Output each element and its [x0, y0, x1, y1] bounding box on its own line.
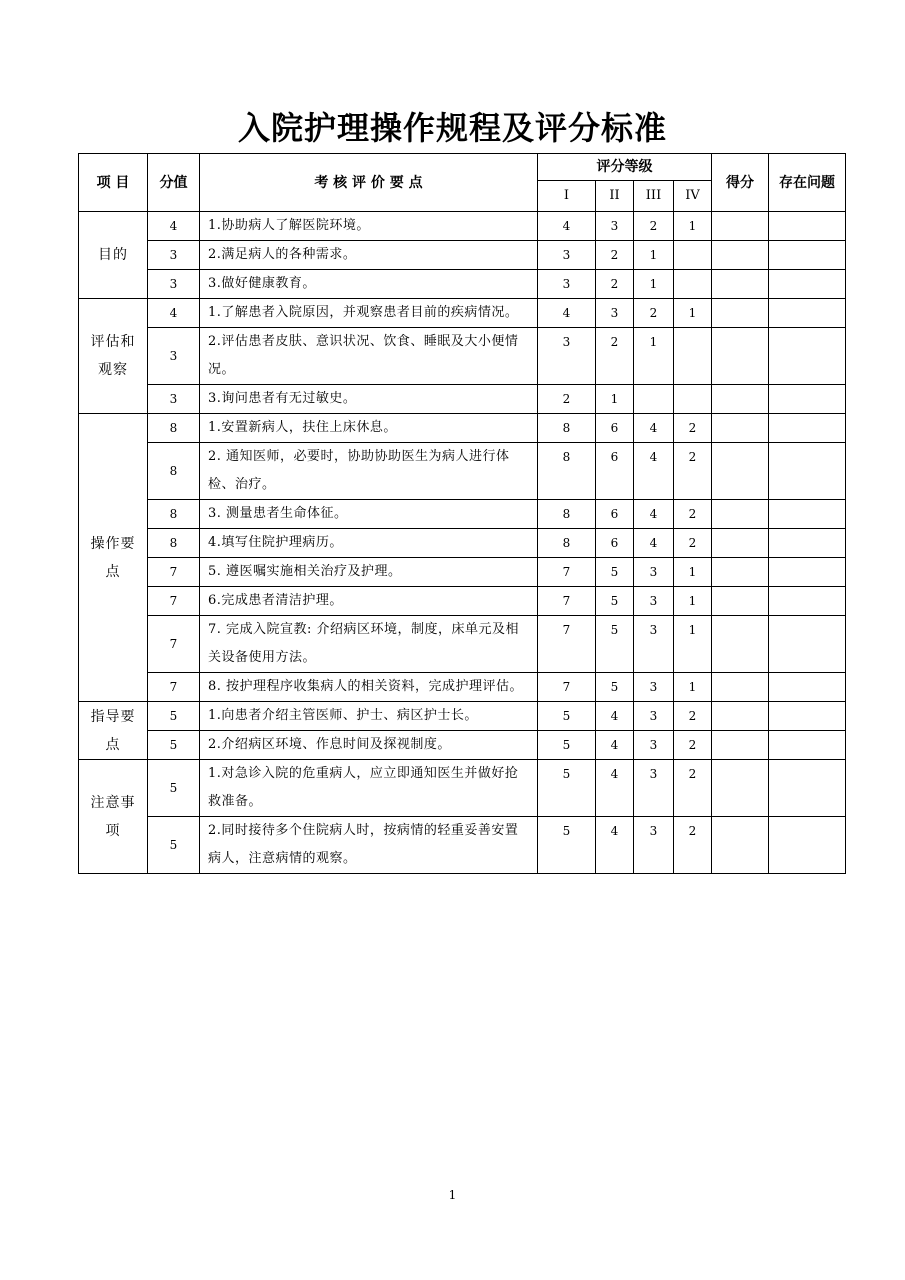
header-issues: 存在问题	[769, 154, 846, 212]
row-earned-input[interactable]	[712, 443, 769, 500]
row-criterion: 1.对急诊入院的危重病人，应立即通知医生并做好抢救准备。	[200, 760, 538, 817]
row-earned-input[interactable]	[712, 212, 769, 241]
row-grade-2: 2	[596, 270, 634, 299]
row-grade-2: 3	[596, 212, 634, 241]
table-row	[79, 529, 846, 558]
row-criterion: 1.向患者介绍主管医师、护士、病区护士长。	[200, 702, 538, 731]
row-grade-4	[674, 270, 712, 299]
table-row	[79, 760, 846, 817]
row-grade-4: 1	[674, 616, 712, 673]
section-name: 指导要点	[79, 702, 148, 760]
table-row	[79, 558, 846, 587]
row-grade-2: 5	[596, 587, 634, 616]
row-grade-2: 6	[596, 443, 634, 500]
row-score: 7	[148, 587, 200, 616]
row-grade-3: 1	[634, 241, 674, 270]
row-score: 3	[148, 270, 200, 299]
table-row	[79, 702, 846, 731]
table-row	[79, 328, 846, 385]
row-issues-input[interactable]	[769, 385, 846, 414]
row-grade-3: 3	[634, 817, 674, 874]
row-earned-input[interactable]	[712, 241, 769, 270]
row-earned-input[interactable]	[712, 500, 769, 529]
row-grade-3: 4	[634, 414, 674, 443]
row-criterion: 4.填写住院护理病历。	[200, 529, 538, 558]
row-grade-4: 2	[674, 731, 712, 760]
row-criterion: 3.询问患者有无过敏史。	[200, 385, 538, 414]
section-name: 操作要点	[79, 414, 148, 702]
row-grade-1: 7	[538, 673, 596, 702]
header-grade-2: II	[596, 181, 634, 212]
row-earned-input[interactable]	[712, 587, 769, 616]
row-score: 5	[148, 731, 200, 760]
row-grade-2: 4	[596, 817, 634, 874]
row-criterion: 5. 遵医嘱实施相关治疗及护理。	[200, 558, 538, 587]
row-grade-1: 4	[538, 299, 596, 328]
row-grade-2: 4	[596, 731, 634, 760]
row-grade-1: 5	[538, 760, 596, 817]
row-grade-1: 7	[538, 587, 596, 616]
header-earned: 得分	[712, 154, 769, 212]
table-row	[79, 616, 846, 673]
row-grade-4: 2	[674, 500, 712, 529]
row-grade-4: 2	[674, 760, 712, 817]
row-score: 8	[148, 414, 200, 443]
row-criterion: 7. 完成入院宣教: 介绍病区环境，制度，床单元及相关设备使用方法。	[200, 616, 538, 673]
row-grade-2: 1	[596, 385, 634, 414]
table-header	[79, 154, 846, 212]
row-grade-2: 5	[596, 558, 634, 587]
row-issues-input[interactable]	[769, 299, 846, 328]
row-grade-4: 2	[674, 443, 712, 500]
row-score: 5	[148, 702, 200, 731]
document-title: 入院护理操作规程及评分标准	[237, 109, 667, 147]
row-grade-1: 2	[538, 385, 596, 414]
row-issues-input[interactable]	[769, 270, 846, 299]
row-grade-2: 5	[596, 673, 634, 702]
row-grade-3: 4	[634, 529, 674, 558]
row-earned-input[interactable]	[712, 270, 769, 299]
table-row	[79, 385, 846, 414]
row-criterion: 2.评估患者皮肤、意识状况、饮食、睡眠及大小便情况。	[200, 328, 538, 385]
table-row	[79, 299, 846, 328]
row-earned-input[interactable]	[712, 760, 769, 817]
row-criterion: 3. 测量患者生命体征。	[200, 500, 538, 529]
table-row	[79, 414, 846, 443]
row-grade-1: 8	[538, 529, 596, 558]
row-grade-4: 1	[674, 212, 712, 241]
row-grade-3: 1	[634, 328, 674, 385]
row-earned-input[interactable]	[712, 299, 769, 328]
row-criterion: 1.协助病人了解医院环境。	[200, 212, 538, 241]
row-score: 3	[148, 241, 200, 270]
row-grade-4: 1	[674, 299, 712, 328]
row-score: 8	[148, 443, 200, 500]
row-issues-input[interactable]	[769, 673, 846, 702]
row-grade-2: 6	[596, 414, 634, 443]
row-criterion: 1.安置新病人，扶住上床休息。	[200, 414, 538, 443]
row-grade-3: 3	[634, 673, 674, 702]
row-grade-2: 4	[596, 760, 634, 817]
row-grade-3: 2	[634, 299, 674, 328]
row-grade-4: 2	[674, 414, 712, 443]
row-earned-input[interactable]	[712, 616, 769, 673]
row-grade-3: 3	[634, 702, 674, 731]
row-criterion: 3.做好健康教育。	[200, 270, 538, 299]
table-row	[79, 443, 846, 500]
row-grade-2: 6	[596, 500, 634, 529]
row-grade-1: 4	[538, 212, 596, 241]
row-score: 5	[148, 817, 200, 874]
row-grade-4: 2	[674, 702, 712, 731]
section-name: 评估和观察	[79, 299, 148, 414]
row-grade-4: 2	[674, 817, 712, 874]
row-grade-1: 3	[538, 270, 596, 299]
row-grade-1: 8	[538, 500, 596, 529]
row-score: 7	[148, 558, 200, 587]
row-grade-2: 3	[596, 299, 634, 328]
row-criterion: 8. 按护理程序收集病人的相关资料，完成护理评估。	[200, 673, 538, 702]
row-score: 7	[148, 673, 200, 702]
row-issues-input[interactable]	[769, 616, 846, 673]
row-score: 7	[148, 616, 200, 673]
row-issues-input[interactable]	[769, 328, 846, 385]
header-grade-1: I	[538, 181, 596, 212]
table-row	[79, 270, 846, 299]
row-grade-1: 8	[538, 443, 596, 500]
row-criterion: 2.同时接待多个住院病人时，按病情的轻重妥善安置病人，注意病情的观察。	[200, 817, 538, 874]
row-earned-input[interactable]	[712, 558, 769, 587]
row-earned-input[interactable]	[712, 673, 769, 702]
row-grade-4: 1	[674, 673, 712, 702]
row-score: 8	[148, 500, 200, 529]
table-row	[79, 673, 846, 702]
row-earned-input[interactable]	[712, 731, 769, 760]
row-grade-3: 3	[634, 587, 674, 616]
row-issues-input[interactable]	[769, 817, 846, 874]
row-earned-input[interactable]	[712, 328, 769, 385]
row-grade-3: 2	[634, 212, 674, 241]
table-row	[79, 500, 846, 529]
row-grade-3: 1	[634, 270, 674, 299]
row-earned-input[interactable]	[712, 702, 769, 731]
row-grade-1: 7	[538, 616, 596, 673]
row-issues-input[interactable]	[769, 587, 846, 616]
row-score: 3	[148, 385, 200, 414]
row-grade-3: 4	[634, 443, 674, 500]
row-grade-4: 2	[674, 529, 712, 558]
row-score: 8	[148, 529, 200, 558]
row-criterion: 2.介绍病区环境、作息时间及探视制度。	[200, 731, 538, 760]
header-item: 项 目	[79, 154, 148, 212]
row-grade-4	[674, 241, 712, 270]
row-issues-input[interactable]	[769, 529, 846, 558]
row-issues-input[interactable]	[769, 443, 846, 500]
row-grade-1: 7	[538, 558, 596, 587]
row-earned-input[interactable]	[712, 529, 769, 558]
row-issues-input[interactable]	[769, 731, 846, 760]
table-row	[79, 587, 846, 616]
row-issues-input[interactable]	[769, 241, 846, 270]
row-grade-4: 1	[674, 558, 712, 587]
row-earned-input[interactable]	[712, 414, 769, 443]
row-grade-1: 3	[538, 241, 596, 270]
row-grade-2: 4	[596, 702, 634, 731]
row-grade-2: 2	[596, 328, 634, 385]
row-criterion: 6.完成患者清洁护理。	[200, 587, 538, 616]
table-row	[79, 817, 846, 874]
row-grade-1: 3	[538, 328, 596, 385]
row-grade-3: 4	[634, 500, 674, 529]
row-grade-2: 5	[596, 616, 634, 673]
header-score: 分值	[148, 154, 200, 212]
row-issues-input[interactable]	[769, 702, 846, 731]
row-criterion: 1.了解患者入院原因，并观察患者目前的疾病情况。	[200, 299, 538, 328]
row-score: 3	[148, 328, 200, 385]
row-earned-input[interactable]	[712, 817, 769, 874]
page-number: 1	[448, 1188, 457, 1202]
row-grade-1: 5	[538, 731, 596, 760]
row-grade-1: 5	[538, 817, 596, 874]
table-row	[79, 212, 846, 241]
row-grade-2: 6	[596, 529, 634, 558]
row-grade-3: 3	[634, 760, 674, 817]
row-issues-input[interactable]	[769, 760, 846, 817]
header-grade-3: III	[634, 181, 674, 212]
row-grade-3	[634, 385, 674, 414]
row-issues-input[interactable]	[769, 212, 846, 241]
row-grade-4: 1	[674, 587, 712, 616]
row-issues-input[interactable]	[769, 500, 846, 529]
row-grade-4	[674, 328, 712, 385]
header-grade-4: IV	[674, 181, 712, 212]
section-name: 目的	[79, 212, 148, 299]
row-grade-1: 8	[538, 414, 596, 443]
row-grade-4	[674, 385, 712, 414]
table-row	[79, 241, 846, 270]
header-grades: 评分等级	[538, 154, 712, 181]
table-body	[79, 212, 846, 874]
row-score: 4	[148, 212, 200, 241]
header-content: 考 核 评 价 要 点	[200, 154, 538, 212]
row-score: 4	[148, 299, 200, 328]
table-row	[79, 731, 846, 760]
row-grade-3: 3	[634, 616, 674, 673]
row-score: 5	[148, 760, 200, 817]
row-criterion: 2. 通知医师，必要时，协助协助医生为病人进行体检、治疗。	[200, 443, 538, 500]
section-name: 注意事项	[79, 760, 148, 874]
row-grade-2: 2	[596, 241, 634, 270]
row-earned-input[interactable]	[712, 385, 769, 414]
scoring-table	[78, 153, 846, 874]
row-issues-input[interactable]	[769, 414, 846, 443]
row-grade-3: 3	[634, 558, 674, 587]
row-grade-1: 5	[538, 702, 596, 731]
row-criterion: 2.满足病人的各种需求。	[200, 241, 538, 270]
row-grade-3: 3	[634, 731, 674, 760]
row-issues-input[interactable]	[769, 558, 846, 587]
